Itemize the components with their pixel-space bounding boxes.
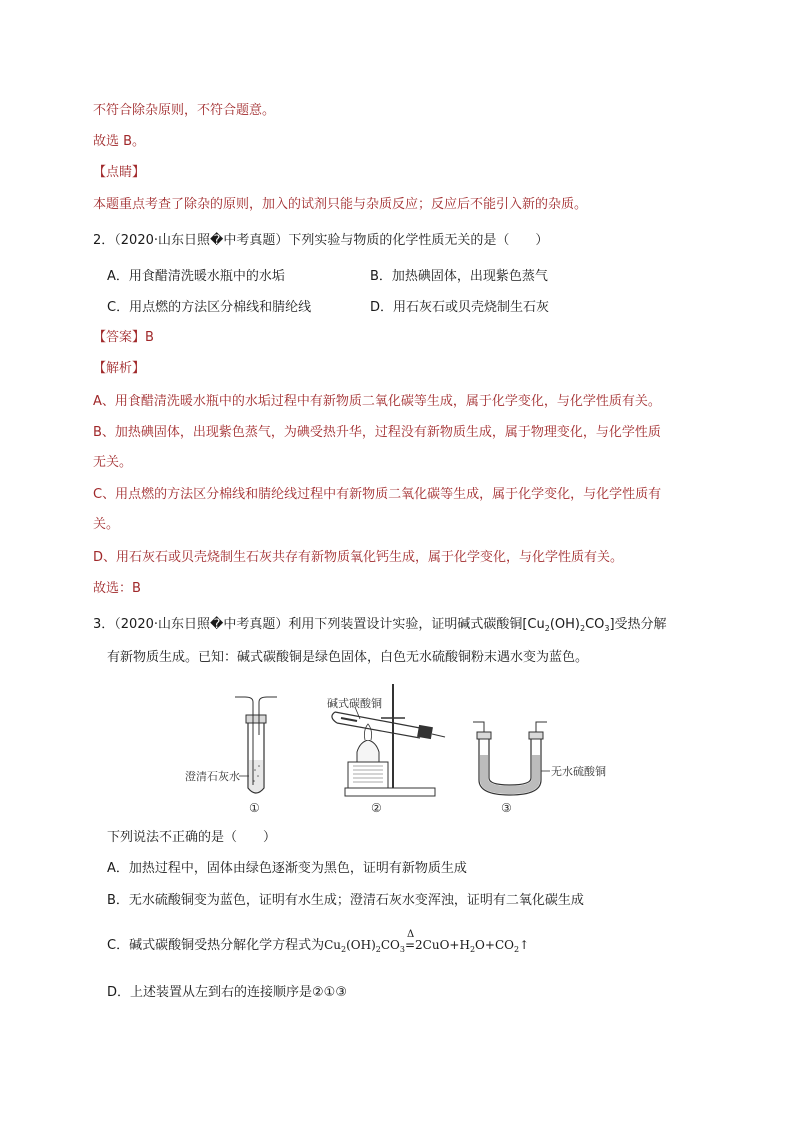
apparatus-number-3: ③ <box>501 801 512 815</box>
eq-products-2: O+CO <box>475 938 514 952</box>
q3-stem-line1 <box>93 615 667 639</box>
q3-option-d: D．上述装置从左到右的连接顺序是②①③ <box>107 985 347 1000</box>
q3-stem-co: CO <box>585 617 605 632</box>
q2-answer: 【答案】B <box>93 330 154 345</box>
q2-analysis-c1: C、用点燃的方法区分棉线和腈纶线过程中有新物质二氧化碳等生成，属于化学变化，与化学性质有 <box>93 487 662 502</box>
eq-cu: Cu <box>324 938 341 952</box>
q3-ask: 下列说法不正确的是（ ） <box>107 830 277 845</box>
eq-delta: Δ <box>406 929 415 940</box>
eq-sub-2a: 2 <box>341 945 347 954</box>
q2-analysis-b2: 无关。 <box>93 455 133 470</box>
eq-sub-2d: 2 <box>513 945 520 954</box>
q3-option-b: B．无水硫酸铜变为蓝色，证明有水生成；澄清石灰水变浑浊，证明有二氧化碳生成 <box>107 893 584 908</box>
eq-sub-2b: 2 <box>375 945 381 954</box>
q3-stem-oh: (OH) <box>549 617 580 632</box>
dianjing-label: 【点睛】 <box>93 165 146 180</box>
apparatus-figure <box>185 680 615 820</box>
apparatus-limewater-tube <box>185 697 277 815</box>
eq-co: CO <box>380 938 400 952</box>
chemical-equation <box>324 929 530 954</box>
q3-stem-post: ]受热分解 <box>609 617 667 632</box>
q3-sub-2b: 2 <box>579 624 586 633</box>
eq-equals: = <box>404 938 416 952</box>
label-anhydrous-copper-sulfate: 无水硫酸铜 <box>551 765 606 778</box>
eq-up-arrow: ↑ <box>519 938 530 952</box>
q2-option-d: D．用石灰石或贝壳烧制生石灰 <box>370 300 550 315</box>
apparatus-u-tube <box>473 722 606 815</box>
eq-products: 2CuO+H <box>415 938 470 952</box>
q2-option-c: C．用点燃的方法区分棉线和腈纶线 <box>107 300 312 315</box>
eq-sub-2c: 2 <box>469 945 476 954</box>
eq-oh: (OH) <box>346 938 376 952</box>
prev-line: 不符合除杂原则，不符合题意。 <box>93 103 276 118</box>
q2-analysis-a: A、用食醋清洗暖水瓶中的水垢过程中有新物质二氧化碳等生成，属于化学变化，与化学性质有关。 <box>93 394 661 409</box>
q2-analysis-d: D、用石灰石或贝壳烧制生石灰共存有新物质氧化钙生成，属于化学变化，与化学性质有关。 <box>93 550 624 565</box>
prev-choose: 故选 B。 <box>93 134 146 149</box>
apparatus-number-2: ② <box>371 801 382 815</box>
eq-sub-3: 3 <box>399 945 405 954</box>
q2-stem: 2．（2020·山东日照�中考真题）下列实验与物质的化学性质无关的是（ ） <box>93 233 549 248</box>
q2-analysis-b1: B、加热碘固体，出现紫色蒸气，为碘受热升华，过程没有新物质生成，属于物理变化，与化学性质 <box>93 425 661 440</box>
apparatus-heating <box>327 684 445 815</box>
q3-option-c <box>107 929 530 960</box>
label-basic-copper-carbonate: 碱式碳酸铜 <box>327 697 382 710</box>
q3-stem-pre: 3．（2020·山东日照�中考真题）利用下列装置设计实验，证明碱式碳酸铜[Cu <box>93 617 545 632</box>
dianjing-text: 本题重点考查了除杂的原则，加入的试剂只能与杂质反应；反应后不能引入新的杂质。 <box>93 197 588 212</box>
q2-analysis-label: 【解析】 <box>93 361 146 376</box>
apparatus-number-1: ① <box>249 801 260 815</box>
q2-choose: 故选：B <box>93 581 141 596</box>
q2-option-a: A．用食醋清洗暖水瓶中的水垢 <box>107 269 285 284</box>
eq-heat-equals <box>404 929 416 955</box>
label-limewater: 澄清石灰水 <box>185 770 240 783</box>
q2-option-b: B．加热碘固体，出现紫色蒸气 <box>370 269 548 284</box>
q3-option-c-text: C．碱式碳酸铜受热分解化学方程式为 <box>107 938 325 953</box>
q3-option-a: A．加热过程中，固体由绿色逐渐变为黑色，证明有新物质生成 <box>107 861 467 876</box>
q3-stem-line2: 有新物质生成。已知：碱式碳酸铜是绿色固体，白色无水硫酸铜粉末遇水变为蓝色。 <box>107 650 589 665</box>
q2-analysis-c2: 关。 <box>93 517 120 532</box>
q3-sub-2a: 2 <box>544 624 550 633</box>
q3-sub-3: 3 <box>604 624 610 633</box>
